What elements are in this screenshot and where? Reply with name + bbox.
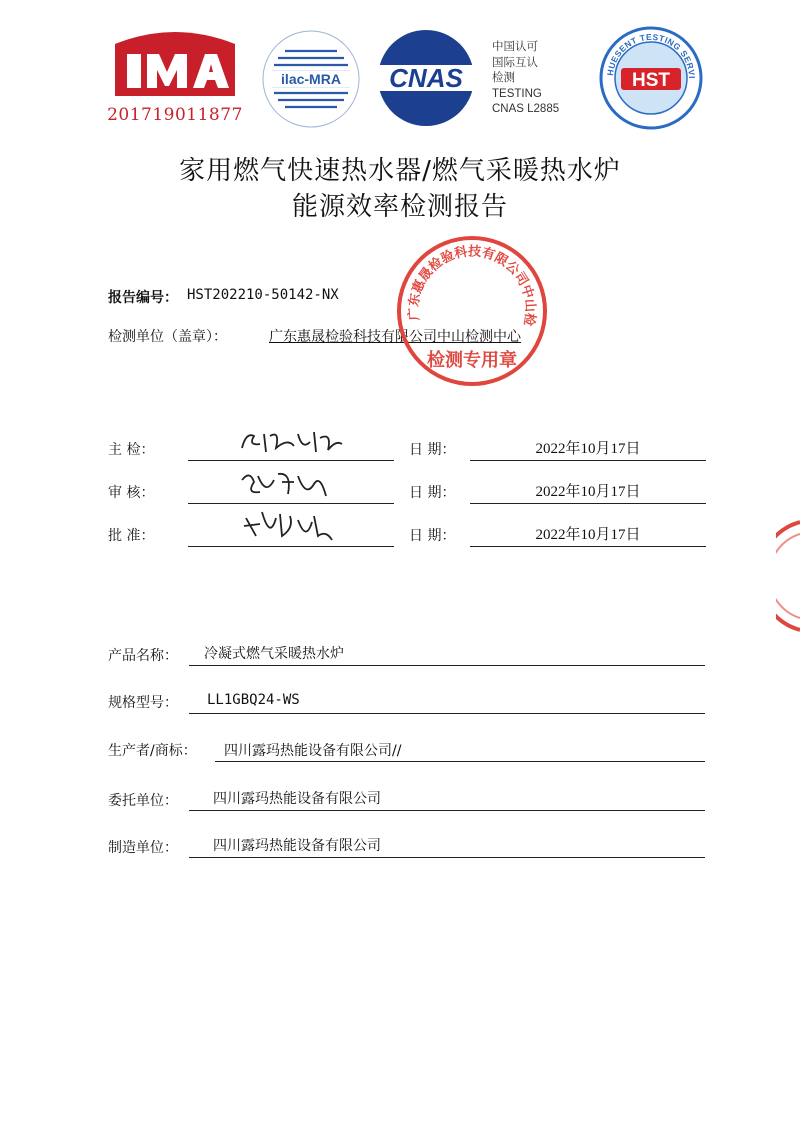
cnas-logo: [372, 26, 480, 130]
cnas-caption-line: TESTING: [492, 87, 542, 100]
cma-logo: [105, 26, 245, 130]
inspector-date: 2022年10月17日: [535, 441, 641, 457]
model-value: LL1GBQ24-WS: [207, 692, 300, 708]
approver-date-label: 日 期：: [409, 528, 456, 544]
edge-stamp-fragment: [776, 518, 800, 638]
manufacturer-line: [189, 857, 705, 858]
approver-label: 批 准：: [108, 528, 155, 544]
approver-signature: [240, 506, 336, 546]
product-name-value: 冷凝式燃气采暖热水炉: [204, 646, 344, 662]
reviewer-label: 审 核：: [108, 485, 155, 501]
model-label: 规格型号：: [108, 695, 178, 711]
cma-mark: [105, 26, 245, 104]
cnas-caption: [492, 40, 587, 118]
maker-label: 生产者/商标：: [108, 743, 197, 759]
cnas-caption-line: 中国认可: [492, 41, 538, 53]
reviewer-date-line: [470, 503, 706, 504]
maker-line: [215, 761, 705, 762]
inspector-line: [188, 460, 394, 461]
manufacturer-label: 制造单位：: [108, 840, 178, 856]
report-subtitle: 能源效率检测报告: [291, 192, 508, 222]
manufacturer-value: 四川露玛热能设备有限公司: [213, 838, 381, 854]
client-value: 四川露玛热能设备有限公司: [213, 791, 381, 807]
stamp-ring-text: 广东惠晟检验科技有限公司中山检: [406, 244, 538, 327]
reviewer-date-label: 日 期：: [409, 485, 456, 501]
report-number-label: 报告编号：: [108, 290, 178, 306]
cma-code: 201719011877: [107, 105, 243, 125]
ilac-mra-logo: [260, 28, 362, 130]
svg-text:广东惠晟检验科技有限公司中山检测中心: [395, 234, 538, 328]
approver-date-line: [470, 546, 706, 547]
report-title: 家用燃气快速热水器/燃气采暖热水炉: [179, 156, 621, 186]
cnas-caption-line: 检测: [492, 72, 515, 85]
hst-text: HST: [632, 70, 670, 91]
hst-logo: [597, 24, 705, 132]
report-number-value: HST202210-50142-NX: [187, 287, 339, 303]
inspector-signature: [236, 426, 348, 458]
model-line: [189, 713, 705, 714]
reviewer-date: 2022年10月17日: [535, 484, 641, 500]
logo-bar: [100, 12, 710, 125]
stamp-center-text: 检测专用章: [427, 350, 517, 371]
client-label: 委托单位：: [108, 793, 178, 809]
cnas-caption-line: 国际互认: [492, 56, 538, 69]
ilac-text: ilac-MRA: [281, 71, 341, 87]
reviewer-signature: [236, 466, 332, 504]
inspector-date-line: [470, 460, 706, 461]
inspector-label: 主 检：: [108, 442, 155, 458]
official-stamp: [395, 234, 549, 392]
cnas-text: CNAS: [389, 63, 463, 93]
maker-value: 四川露玛热能设备有限公司//: [224, 743, 402, 759]
product-name-line: [189, 665, 705, 666]
client-line: [189, 810, 705, 811]
product-name-label: 产品名称：: [108, 648, 178, 664]
hst-ring-text: HUESENT TESTING SERVI: [604, 31, 698, 80]
testing-unit-value: 广东惠晟检验科技有限公司中山检测中心: [269, 329, 521, 345]
testing-unit-label: 检测单位（盖章）：: [108, 329, 227, 345]
cnas-caption-line: CNAS L2885: [492, 103, 560, 116]
approver-date: 2022年10月17日: [535, 527, 641, 543]
inspector-date-label: 日 期：: [409, 442, 456, 458]
approver-line: [188, 546, 394, 547]
